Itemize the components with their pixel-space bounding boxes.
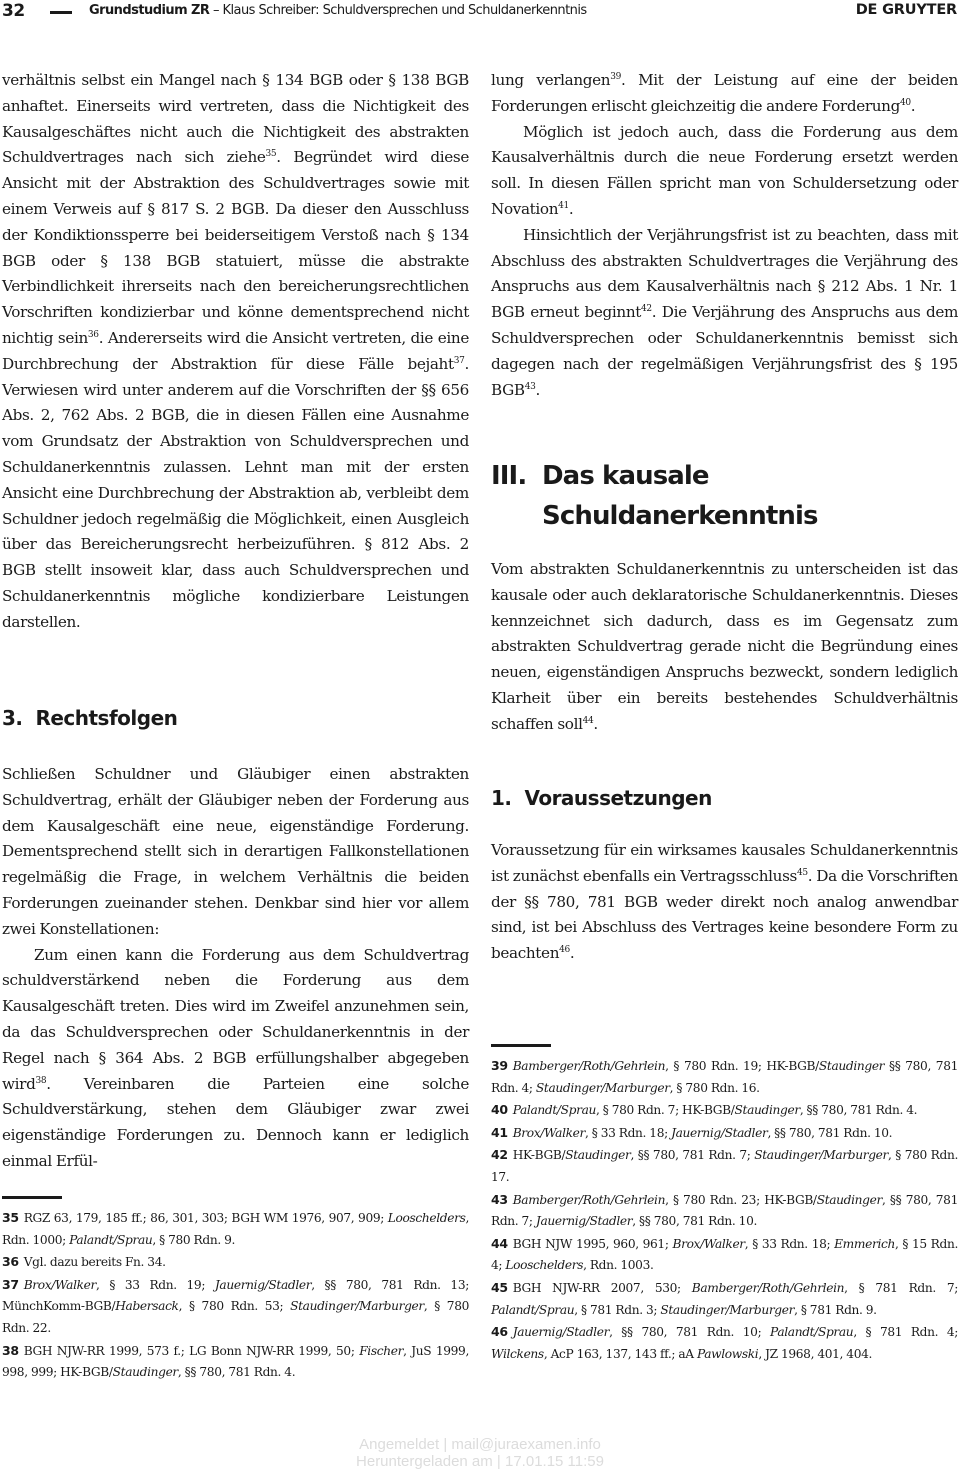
- text-run: Hinsichtlich der Verjährungsfrist ist zu beachten, dass mit Abschluss des abstrakten Schuldvertrages die Verjährung des Anspruchs aus dem Kausalverhältnis nach § 212 Abs. 1 Nr. 1 BGB erneut beginnt: [491, 225, 958, 322]
- right-column-middle: [491, 557, 958, 738]
- footnote-number: 39: [491, 1058, 508, 1073]
- citation-author: Palandt/Sprau: [512, 1103, 596, 1118]
- text-run: Möglich ist jedoch auch, dass die Forderung aus dem Kausalverhältnis durch die neue Forderung ersetzt werden soll. In diesen Fällen spricht man von Schuldersetzung oder Novation: [491, 122, 958, 218]
- paragraph: [491, 838, 958, 967]
- left-column-lower: [2, 762, 469, 1175]
- chapter-title-line: Schuldanerkenntnis: [542, 501, 818, 531]
- citation-text: , §§ 780, 781 Rdn. 10;: [609, 1325, 771, 1340]
- citation-text: BGH NJW 1995, 960, 961;: [512, 1236, 673, 1251]
- footnote: [491, 1099, 958, 1122]
- citation-author: Wilckens: [491, 1346, 544, 1361]
- footnote-number: 38: [2, 1342, 19, 1358]
- header-dash: [50, 11, 72, 14]
- footnote-ref[interactable]: 36: [87, 329, 99, 340]
- chapter-title-line: Das kausale: [542, 461, 709, 491]
- footnote-ref[interactable]: 44: [582, 715, 594, 726]
- chapter-number: III.: [491, 461, 527, 491]
- footnote-number: 45: [491, 1279, 508, 1295]
- citation-author: Bamberger/Roth/Gehrlein: [691, 1280, 845, 1295]
- citation-author: Looschelders: [505, 1258, 584, 1273]
- text-run: Vom abstrakten Schuldanerkenntnis zu unterscheiden ist das kausale oder auch deklaratorische Schuldanerkenntnis. Dieses kennzeichnet sich dadurch, dass es im Gegensatz zum abstrakten Schuldvertrag gerade nicht die Begründung eines neuen, eigenständigen Anspruchs bezweckt, sondern lediglich Klarheit über ein bereits bestehendes Schuldverhältnis schaffen soll: [491, 560, 958, 733]
- chapter-title: [542, 456, 818, 536]
- running-header: [0, 0, 960, 26]
- paragraph: [491, 68, 958, 120]
- footnote-list: [2, 1207, 469, 1384]
- citation-text: , §§ 780, 781 Rdn. 4.: [177, 1365, 296, 1380]
- section-heading: 1. Voraussetzungen: [491, 786, 712, 810]
- citation-text: , § 781 Rdn. 9.: [794, 1302, 877, 1317]
- watermark-line: Heruntergeladen am | 17.01.15 11:59: [356, 1453, 604, 1470]
- citation-text: , §§ 780, 781 Rdn. 10.: [632, 1214, 757, 1229]
- footnote: [491, 1144, 958, 1188]
- running-title: [89, 3, 587, 18]
- citation-text: , § 780 Rdn. 22.: [2, 1299, 469, 1335]
- citation-text: , § 15 Rdn. 4;: [491, 1236, 958, 1273]
- footnote-number: 41: [491, 1124, 508, 1140]
- paragraph: [2, 68, 469, 636]
- citation-text: , § 780 Rdn. 7; HK-BGB/: [595, 1103, 735, 1118]
- citation-author: Looschelders: [387, 1211, 466, 1225]
- citation-text: §§ 780, 781 Rdn. 4;: [491, 1059, 958, 1095]
- text-run: lung verlangen: [491, 71, 611, 89]
- footnote: [2, 1340, 469, 1384]
- footnote-ref[interactable]: 40: [900, 97, 911, 108]
- text-run: Zum einen kann die Forderung aus dem Schuldvertrag schuldverstärkend neben die Forderung aus dem Kausalgeschäft treten. Dies wird im Zweifel anzunehmen sein, da das Schuldversprechen oder Schuldanerkenntnis in der Regel nach § 364 Abs. 2 BGB erfüllungshalber abgegeben wird: [2, 945, 469, 1093]
- citation-author: Staudinger: [112, 1365, 178, 1380]
- text-run: .: [568, 199, 574, 218]
- citation-text: , § 33 Rdn. 18;: [744, 1236, 835, 1251]
- left-footnotes: [2, 1196, 469, 1384]
- citation-text: , § 781 Rdn. 3;: [574, 1302, 661, 1317]
- footnote-ref[interactable]: 42: [641, 304, 652, 315]
- citation-author: Fischer: [359, 1343, 404, 1358]
- book-title: Klaus Schreiber: Schuldversprechen und Schuldanerkenntnis: [222, 3, 587, 18]
- citation-text: , AcP 163, 137, 143 ff.; aA: [543, 1346, 697, 1361]
- text-run: .: [535, 380, 540, 399]
- citation-author: Staudinger/Marburger: [754, 1148, 889, 1163]
- citation-author: Brox/Walker: [512, 1125, 586, 1140]
- footnote-number: 40: [491, 1102, 508, 1118]
- watermark-line: Angemeldet | mail@juraexamen.info: [359, 1436, 601, 1453]
- citation-text: , §§ 780, 781 Rdn. 7;: [491, 1192, 958, 1229]
- citation-author: Staudinger: [816, 1192, 882, 1207]
- citation-author: Brox/Walker: [672, 1236, 745, 1251]
- series-name: Grundstudium ZR: [89, 3, 210, 18]
- text-run: . Andererseits wird die Ansicht vertreten, die eine Durchbrechung der Abstraktion für diese Fälle bejaht: [2, 328, 469, 373]
- footnote: [491, 1189, 958, 1233]
- citation-text: , §§ 780, 781 Rdn. 7;: [630, 1148, 755, 1163]
- footnote-ref[interactable]: 45: [796, 867, 808, 878]
- citation-text: , § 33 Rdn. 19;: [96, 1277, 215, 1292]
- footnote: [491, 1122, 958, 1145]
- citation-author: Brox/Walker: [23, 1277, 97, 1292]
- section-heading: 3. Rechtsfolgen: [2, 706, 178, 730]
- citation-author: Staudinger: [734, 1103, 800, 1118]
- text-run: verhältnis selbst ein Mangel nach § 134 BGB oder § 138 BGB anhaftet. Einerseits wird vertreten, dass die Nichtigkeit des Kausalgeschäftes nicht auch die Nichtigkeit des abstrakten Schuldvertrages nach sich ziehe: [2, 71, 469, 167]
- citation-author: Pawlowski: [696, 1346, 759, 1361]
- citation-author: Bamberger/Roth/Gehrlein: [512, 1192, 666, 1207]
- footnote-number: 36: [2, 1254, 19, 1270]
- section-heading-block: [2, 706, 469, 730]
- citation-text: , § 780 Rdn. 23; HK-BGB/: [665, 1192, 817, 1207]
- page-number: 32: [2, 1, 25, 21]
- footnote-rule: [491, 1044, 551, 1047]
- download-watermark: [0, 1436, 960, 1470]
- citation-text: , §§ 780, 781 Rdn. 13; MünchKomm-BGB/: [2, 1277, 470, 1314]
- citation-author: Jauernig/Stadler: [214, 1277, 312, 1292]
- citation-text: , Rdn. 1003.: [583, 1258, 654, 1273]
- citation-text: BGH NJW-RR 1999, 573 f.; LG Bonn NJW-RR 1999, 50;: [23, 1343, 360, 1358]
- citation-text: , § 780 Rdn. 19; HK-BGB/: [665, 1059, 819, 1073]
- right-column: [491, 68, 958, 403]
- citation-text: , § 780 Rdn. 53;: [178, 1299, 291, 1314]
- citation-text: , JuS 1999, 998, 999; HK-BGB/: [2, 1343, 469, 1380]
- title-separator: –: [209, 3, 223, 18]
- citation-text: , §§ 780, 781 Rdn. 4.: [799, 1103, 918, 1118]
- text-run: . Begründet wird diese Ansicht mit der Abstraktion des Schuldvertrages sowie mit einem Verweis auf § 817 S. 2 BGB. Da dieser den Ausschluss der Kondiktionssperre bei beiderseitigem Verstoß nach § 134 BGB oder § 138 BGB statuiert, müsse die abstrakte Verbindlichkeit ihrerseits nach den bereicherungsrechtlichen Vorschriften kondizierbar und könne dementsprechend nicht nichtig sein: [2, 148, 469, 347]
- footnote-ref[interactable]: 35: [265, 149, 277, 160]
- right-footnotes: [491, 1044, 958, 1365]
- text-run: .: [910, 96, 916, 115]
- paragraph: [2, 943, 469, 1175]
- citation-text: HK-BGB/: [512, 1148, 566, 1163]
- footnote-number: 35: [2, 1210, 19, 1225]
- footnote: [491, 1277, 958, 1321]
- paragraph: Schließen Schuldner und Gläubiger einen abstrakten Schuldvertrag, erhält der Gläubiger neben der Forderung aus dem Kausalgeschäft eine neue, eigenständige Forderung. Dementsprechend stellt sich in derartigen Fallkonstellationen regelmäßig die Frage, in welchem Verhältnis die beiden Forderungen zueinander stehen. Denkbar sind hier vor allem zwei Konstellationen:: [2, 765, 469, 938]
- citation-author: Staudinger/Marburger: [535, 1080, 670, 1095]
- footnote: [2, 1274, 469, 1340]
- footnote-ref[interactable]: 41: [558, 200, 569, 211]
- citation-author: Jauernig/Stadler: [512, 1325, 610, 1340]
- footnote-ref[interactable]: 39: [610, 72, 621, 82]
- text-run: . Verwiesen wird unter anderem auf die Vorschriften der §§ 656 Abs. 2, 762 Abs. 2 BGB, die in diesen Fällen eine Ausnahme vom Grundsatz der Abstraktion von Schuldversprechen und Schuldanerkenntnis zulassen. Lehnt man mit der ersten Ansicht eine Durchbrechung der Abstraktion ab, verbleibt dem Schuldner jedoch regelmäßig die Möglichkeit, einen Ausgleich über das Bereicherungsrecht herbeizuführen. § 812 Abs. 2 BGB stellt insoweit klar, dass auch Schuldversprechen und Schuldanerkenntnis mögliche kondizierbare Leistungen darstellen.: [2, 354, 469, 631]
- text-run: . Die Verjährung des Anspruchs aus dem Schuldversprechen oder Schuldanerkenntnis bemisst sich dagegen nach der regelmäßigen Verjährungsfrist des § 195 BGB: [491, 303, 959, 399]
- citation-author: Emmerich: [834, 1236, 895, 1251]
- citation-text: , JZ 1968, 401, 404.: [758, 1346, 873, 1361]
- footnote-ref[interactable]: 37: [453, 355, 465, 366]
- footnote: [2, 1251, 469, 1274]
- citation-author: Habersack: [115, 1299, 179, 1314]
- paragraph: [491, 223, 958, 404]
- text-run: .: [593, 714, 598, 733]
- citation-text: , § 780 Rdn. 16.: [669, 1080, 760, 1095]
- footnote-number: 43: [491, 1191, 508, 1207]
- chapter-heading: [491, 456, 958, 536]
- footnote: [2, 1207, 469, 1251]
- citation-text: , §§ 780, 781 Rdn. 10.: [767, 1125, 893, 1140]
- citation-text: RGZ 63, 179, 185 ff.; 86, 301, 303; BGH WM 1976, 907, 909;: [23, 1211, 388, 1225]
- left-column: [2, 68, 469, 636]
- paragraph: [491, 557, 958, 738]
- citation-author: Bamberger/Roth/Gehrlein: [512, 1059, 666, 1073]
- publisher-logo: DE GRUYTER: [855, 2, 957, 18]
- footnote: [491, 1233, 958, 1277]
- footnote-ref[interactable]: 46: [559, 945, 570, 956]
- citation-author: Palandt/Sprau: [491, 1302, 575, 1317]
- text-run: . Vereinbaren die Parteien eine solche Schuldverstärkung, stehen dem Gläubiger zwar zwei eigenständige Forderungen zu. Dennoch kann er lediglich einmal Erfül-: [2, 1074, 469, 1170]
- citation-author: Palandt/Sprau: [770, 1325, 854, 1340]
- citation-text: BGH NJW-RR 2007, 530;: [512, 1280, 692, 1295]
- citation-author: Staudinger/Marburger: [290, 1299, 424, 1314]
- citation-text: Vgl. dazu bereits Fn. 34.: [23, 1255, 166, 1270]
- citation-author: Staudinger: [818, 1059, 885, 1073]
- citation-author: Jauernig/Stadler: [671, 1125, 768, 1140]
- footnote-ref[interactable]: 38: [35, 1075, 47, 1086]
- footnote-number: 42: [491, 1147, 508, 1163]
- citation-author: Palandt/Sprau: [69, 1232, 153, 1247]
- citation-text: , Rdn. 1000;: [2, 1211, 469, 1247]
- footnote: [491, 1321, 958, 1365]
- text-run: . Mit der Leistung auf eine der beiden Forderungen erlischt gleichzeitig die andere Forderung: [491, 71, 958, 115]
- citation-text: , § 781 Rdn. 7;: [844, 1280, 959, 1295]
- citation-author: Jauernig/Stadler: [535, 1214, 633, 1229]
- right-column-lower: [491, 838, 958, 967]
- footnote-list: [491, 1055, 958, 1365]
- citation-text: , § 780 Rdn. 9.: [152, 1232, 236, 1247]
- footnote-number: 44: [491, 1235, 508, 1251]
- chapter-heading-block: [491, 456, 958, 536]
- subsection-heading-block: [491, 786, 958, 810]
- text-run: . Da die Vorschriften der §§ 780, 781 BGB weder direkt noch analog anwendbar sind, ist bei Abschluss des Vertrages keine besondere Form zu beachten: [491, 866, 958, 963]
- text-run: Voraussetzung für ein wirksames kausales Schuldanerkenntnis ist zunächst ebenfalls ein Vertragsschluss: [491, 841, 958, 885]
- footnote-number: 37: [2, 1276, 19, 1292]
- paragraph: [491, 120, 958, 223]
- citation-author: Staudinger/Marburger: [660, 1302, 795, 1317]
- citation-text: , § 780 Rdn. 17.: [491, 1148, 958, 1184]
- citation-author: Staudinger: [565, 1148, 631, 1163]
- citation-text: , § 781 Rdn. 4;: [853, 1325, 959, 1340]
- footnote-ref[interactable]: 43: [524, 381, 536, 392]
- citation-text: , § 33 Rdn. 18;: [585, 1125, 672, 1140]
- footnote-rule: [2, 1196, 62, 1199]
- footnote-number: 46: [491, 1324, 508, 1340]
- text-run: .: [569, 944, 575, 963]
- footnote: [491, 1055, 958, 1099]
